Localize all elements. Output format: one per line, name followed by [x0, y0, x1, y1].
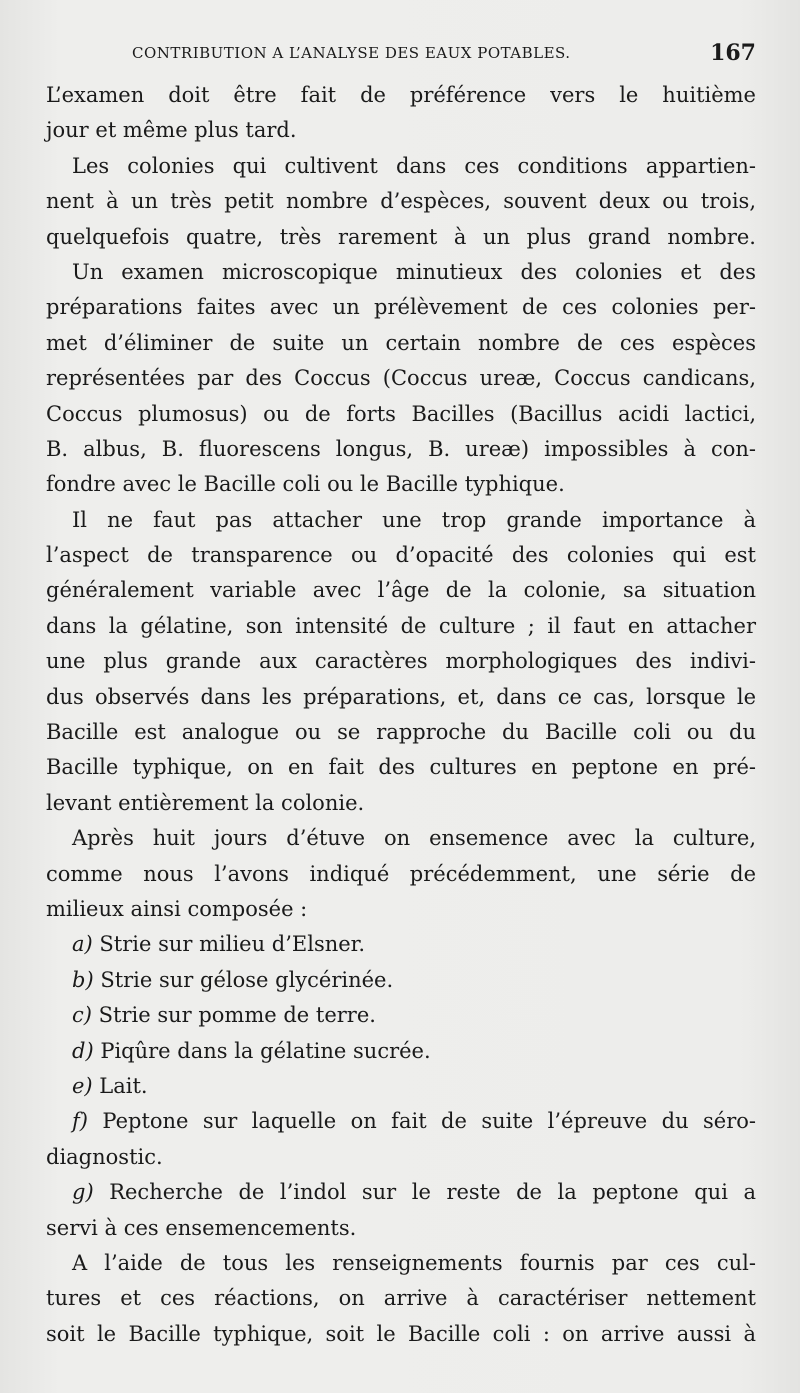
text-line: fondre avec le Bacille coli ou le Bacille typhique. — [46, 472, 565, 497]
text-line: jour et même plus tard. — [46, 118, 297, 143]
list-text: Strie sur gélose glycérinée. — [93, 967, 394, 992]
text-line: tures et ces réactions, on arrive à caractériser nettement — [46, 1286, 756, 1311]
text-line: met d’éliminer de suite un certain nombre de ces espèces — [46, 330, 756, 355]
text-line: B. albus, B. fluorescens longus, B. ureæ) impossibles à con- — [46, 436, 756, 461]
list-item-e — [46, 1069, 756, 1104]
list-text: Recherche de l’indol sur le reste de la peptone qui a — [93, 1180, 756, 1205]
text-line: soit le Bacille typhique, soit le Bacille coli : on arrive aussi à — [46, 1321, 756, 1346]
list-letter: e) — [72, 1073, 93, 1098]
page-header — [46, 40, 756, 70]
text-line: quelquefois quatre, très rarement à un plus grand nombre. — [46, 224, 756, 249]
text-line: généralement variable avec l’âge de la colonie, sa situation — [46, 578, 756, 603]
list-letter: c) — [72, 1003, 92, 1028]
list-letter: b) — [72, 967, 94, 992]
text-line: Après huit jours d’étuve on ensemence avec la culture, — [72, 826, 756, 851]
text-line: Un examen microscopique minutieux des colonies et des — [72, 259, 756, 284]
list-text: Piqûre dans la gélatine sucrée. — [93, 1038, 431, 1063]
text-line: Il ne faut pas attacher une trop grande importance à — [72, 507, 756, 532]
text-line: levant entièrement la colonie. — [46, 790, 365, 815]
page-number: 167 — [710, 40, 756, 66]
text-line: dans la gélatine, son intensité de culture ; il faut en attacher — [46, 613, 756, 638]
list-item-f — [46, 1104, 756, 1139]
list-item-b — [46, 963, 756, 998]
text-line: une plus grande aux caractères morphologiques des indivi- — [46, 649, 756, 674]
text-line: Les colonies qui cultivent dans ces conditions appartien- — [72, 153, 756, 178]
list-letter: g) — [72, 1180, 94, 1205]
list-item-g — [46, 1175, 756, 1210]
list-letter: a) — [72, 932, 93, 957]
list-item-f-continued: diagnostic. — [46, 1144, 163, 1169]
list-text: Peptone sur laquelle on fait de suite l’épreuve du séro- — [87, 1109, 756, 1134]
text-line: Coccus plumosus) ou de forts Bacilles (Bacillus acidi lactici, — [46, 401, 756, 426]
running-title: CONTRIBUTION A L’ANALYSE DES EAUX POTABLES. — [132, 44, 571, 62]
list-item-g-continued: servi à ces ensemencements. — [46, 1215, 357, 1240]
list-item-c — [46, 998, 756, 1033]
list-text: Strie sur pomme de terre. — [91, 1003, 376, 1028]
list-letter: d) — [72, 1038, 94, 1063]
list-text: Lait. — [92, 1073, 148, 1098]
text-line: représentées par des Coccus (Coccus ureæ, Coccus candicans, — [46, 366, 756, 391]
text-line: Bacille est analogue ou se rapproche du Bacille coli ou du — [46, 720, 756, 745]
text-line: l’aspect de transparence ou d’opacité des colonies qui est — [46, 543, 756, 568]
text-line: nent à un très petit nombre d’espèces, souvent deux ou trois, — [46, 189, 756, 214]
list-text: Strie sur milieu d’Elsner. — [92, 932, 366, 957]
text-line: préparations faites avec un prélèvement de ces colonies per- — [46, 295, 756, 320]
text-line: milieux ainsi composée : — [46, 896, 308, 921]
text-line: comme nous l’avons indiqué précédemment, une série de — [46, 861, 756, 886]
text-line: A l’aide de tous les renseignements fournis par ces cul- — [72, 1250, 756, 1275]
text-line: Bacille typhique, on en fait des cultures en peptone en pré- — [46, 755, 756, 780]
list-item-d — [46, 1034, 756, 1069]
list-letter: f) — [72, 1109, 88, 1134]
text-line: L’examen doit être fait de préférence vers le huitième — [46, 83, 756, 107]
text-line: dus observés dans les préparations, et, dans ce cas, lorsque le — [46, 684, 756, 709]
body-text — [46, 78, 756, 1352]
list-item-a — [46, 927, 756, 962]
